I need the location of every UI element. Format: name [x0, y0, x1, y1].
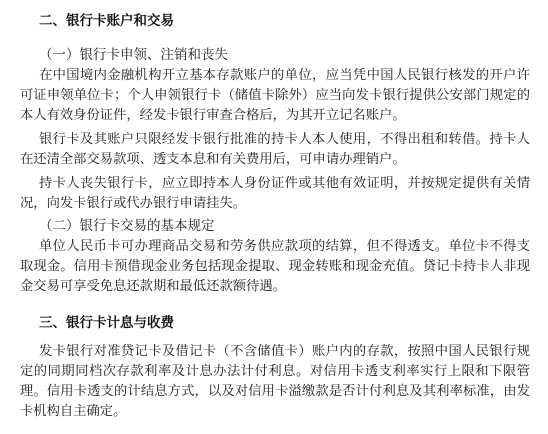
paragraph-transaction-rules: 单位人民币卡可办理商品交易和劳务供应款项的结算，但不得透支。单位卡不得支取现金。信用卡预借现金业务包括现金提取、现金转账和现金充值。贷记卡持卡人非现金交易可享受免息还款期和最低还款额待遇。	[20, 239, 530, 294]
subsection-heading-transaction-rules: （二）银行卡交易的基本规定	[39, 218, 215, 234]
section-heading-accounts-transactions: 二、银行卡账户和交易	[39, 13, 174, 29]
paragraph-card-loss: 持卡人丧失银行卡，应立即持本人身份证件或其他有效证明，并按规定提供有关情况，向发卡银行或代办银行申请挂失。	[20, 176, 530, 211]
paragraph-card-application: 在中国境内金融机构开立基本存款账户的单位，应当凭中国人民银行核发的开户许可证申领单位卡；个人申领银行卡（储值卡除外）应当向发卡银行提供公安部门规定的本人有效身份证件，经发卡银行审查合格后，为其开立记名账户。	[20, 68, 530, 123]
paragraph-card-usage-closure: 银行卡及其账户只限经发卡银行批准的持卡人本人使用，不得出租和转借。持卡人在还清全部交易款项、透支本息和有关费用后，可申请办理销户。	[20, 132, 530, 167]
paragraph-interest-fees: 发卡银行对准贷记卡及借记卡（不含储值卡）账户内的存款，按照中国人民银行规定的同期同档次存款利率及计息办法计付利息。对信用卡透支利率实行上限和下限管理。信用卡透支的计结息方式，以及对信用卡溢缴款是否计付利息及其利率标准，由发卡机构自主确定。	[20, 344, 530, 419]
section-heading-interest-fees: 三、银行卡计息与收费	[39, 315, 174, 331]
subsection-heading-application-cancellation-loss: （一）银行卡申领、注销和丧失	[39, 47, 228, 63]
